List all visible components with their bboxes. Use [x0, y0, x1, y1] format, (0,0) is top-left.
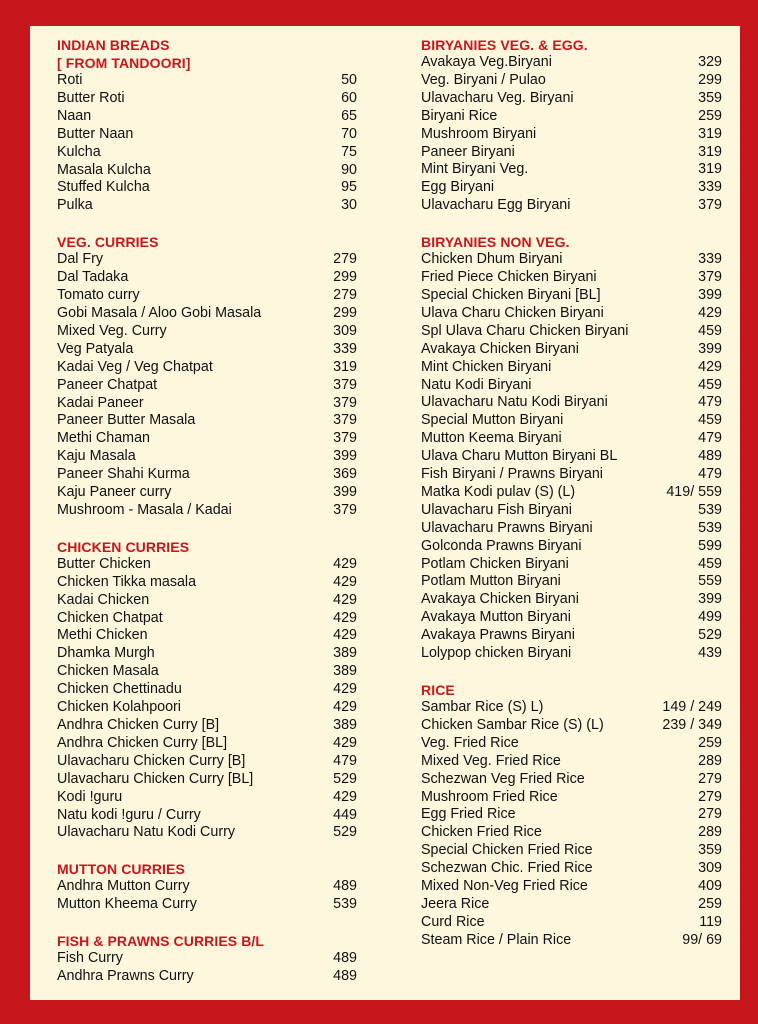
item-price: 429	[333, 573, 357, 590]
item-name: Ulavacharu Natu Kodi Curry	[57, 824, 235, 841]
item-price: 529	[698, 627, 722, 644]
item-price: 489	[333, 878, 357, 895]
item-price: 329	[698, 54, 722, 70]
item-price: 309	[333, 322, 357, 339]
item-name: Methi Chaman	[57, 430, 150, 447]
item-name: Chicken Sambar Rice (S) (L)	[421, 716, 604, 733]
item-name: Jeera Rice	[421, 895, 490, 912]
item-price: 539	[698, 519, 722, 536]
item-price: 339	[698, 251, 722, 268]
menu-item	[421, 90, 722, 108]
item-name: Mint Biryani Veg.	[421, 161, 529, 178]
item-price: 429	[333, 609, 357, 626]
item-name: Veg Patyala	[57, 340, 134, 357]
item-name: Mushroom Biryani	[421, 125, 537, 142]
item-price: 429	[333, 627, 357, 644]
menu-item	[421, 502, 722, 520]
item-name: Chicken Masala	[57, 663, 159, 680]
menu-item	[421, 896, 722, 914]
item-name: Fried Piece Chicken Biryani	[421, 269, 597, 286]
item-price: 149 / 249	[662, 699, 722, 715]
item-price: 50	[341, 72, 357, 88]
item-name: Ulavacharu Prawns Biryani	[421, 519, 593, 536]
item-name: Steam Rice / Plain Rice	[421, 931, 572, 948]
menu-item	[421, 161, 722, 179]
item-name: Naan	[57, 107, 92, 124]
item-price: 379	[333, 376, 357, 393]
item-name: Paneer Shahi Kurma	[57, 466, 190, 483]
item-name: Mutton Kheema Curry	[57, 896, 197, 913]
item-name: Ulavacharu Veg. Biryani	[421, 89, 574, 106]
item-price: 439	[698, 645, 722, 662]
menu-item	[421, 466, 722, 484]
item-price: 399	[333, 484, 357, 501]
item-name: Natu kodi !guru / Curry	[57, 806, 201, 823]
item-name: Avakaya Prawns Biryani	[421, 627, 575, 644]
item-price: 399	[698, 591, 722, 608]
menu-item	[57, 377, 357, 395]
menu-item	[57, 699, 357, 717]
item-name: Special Chicken Biryani [BL]	[421, 286, 601, 303]
menu-item	[421, 394, 722, 412]
item-price: 479	[698, 430, 722, 447]
item-name: Kaju Masala	[57, 448, 136, 465]
menu-item	[57, 269, 357, 287]
item-name: Butter Chicken	[57, 555, 151, 572]
menu-item	[421, 108, 722, 126]
item-name: Veg. Fried Rice	[421, 734, 519, 751]
menu-item	[57, 305, 357, 323]
item-name: Fish Curry	[57, 950, 123, 967]
item-name: Ulavacharu Egg Biryani	[421, 197, 571, 214]
item-name: Dhamka Murgh	[57, 645, 155, 662]
menu-item	[57, 108, 357, 126]
item-price: 389	[333, 645, 357, 662]
item-name: Ulavacharu Chicken Curry [BL]	[57, 770, 254, 787]
item-name: Ulava Charu Mutton Biryani BL	[421, 448, 618, 465]
item-price: 75	[341, 143, 357, 160]
item-name: Curd Rice	[421, 913, 485, 930]
item-name: Ulava Charu Chicken Biryani	[421, 304, 604, 321]
menu-item	[57, 645, 357, 663]
item-name: Lolypop chicken Biryani	[421, 645, 572, 662]
item-name: Roti	[57, 72, 83, 88]
menu-item	[421, 269, 722, 287]
item-name: Ulavacharu Natu Kodi Biryani	[421, 394, 608, 411]
item-name: Egg Fried Rice	[421, 806, 516, 823]
item-name: Gobi Masala / Aloo Gobi Masala	[57, 304, 262, 321]
menu-item	[421, 735, 722, 753]
item-name: Paneer Biryani	[421, 143, 515, 160]
item-name: Paneer Chatpat	[57, 376, 158, 393]
item-price: 499	[698, 609, 722, 626]
menu-item	[57, 197, 357, 215]
menu-item	[57, 323, 357, 341]
menu-item	[421, 126, 722, 144]
item-price: 289	[698, 824, 722, 841]
item-price: 459	[698, 555, 722, 572]
menu-item	[57, 466, 357, 484]
item-name: Natu Kodi Biryani	[421, 376, 532, 393]
item-name: Butter Roti	[57, 89, 125, 106]
item-price: 99/ 69	[682, 931, 722, 948]
item-name: Special Chicken Fried Rice	[421, 842, 593, 859]
menu-item	[57, 592, 357, 610]
item-name: Pulka	[57, 197, 93, 214]
menu-item	[57, 90, 357, 108]
menu-item	[57, 126, 357, 144]
item-price: 479	[333, 752, 357, 769]
item-name: Spl Ulava Charu Chicken Biryani	[421, 322, 629, 339]
item-name: Dal Fry	[57, 251, 104, 268]
menu-item	[421, 717, 722, 735]
menu-item	[57, 681, 357, 699]
item-price: 539	[333, 896, 357, 913]
menu-item	[57, 72, 357, 90]
item-name: Mixed Veg. Curry	[57, 322, 167, 339]
item-price: 319	[698, 161, 722, 178]
menu-item	[57, 341, 357, 359]
menu-item	[57, 359, 357, 377]
menu-item	[421, 538, 722, 556]
menu-item	[421, 323, 722, 341]
menu-item	[57, 627, 357, 645]
item-price: 409	[698, 878, 722, 895]
item-name: Golconda Prawns Biryani	[421, 537, 582, 554]
item-price: 459	[698, 322, 722, 339]
item-price: 359	[698, 842, 722, 859]
item-name: Kadai Veg / Veg Chatpat	[57, 358, 213, 375]
menu-page	[30, 26, 740, 1000]
item-price: 379	[333, 501, 357, 518]
menu-item	[421, 789, 722, 807]
item-price: 95	[341, 179, 357, 196]
item-name: Avakaya Mutton Biryani	[421, 609, 571, 626]
item-price: 429	[698, 304, 722, 321]
item-name: Egg Biryani	[421, 179, 495, 196]
menu-item	[421, 556, 722, 574]
item-name: Mushroom - Masala / Kadai	[57, 501, 232, 518]
menu-item	[421, 699, 722, 717]
menu-item	[57, 251, 357, 269]
menu-item	[57, 824, 357, 842]
item-name: Special Mutton Biryani	[421, 412, 564, 429]
menu-item	[421, 412, 722, 430]
item-price: 379	[333, 394, 357, 411]
menu-item	[57, 968, 357, 986]
menu-item	[57, 448, 357, 466]
item-price: 259	[698, 107, 722, 124]
menu-item	[57, 717, 357, 735]
item-price: 479	[698, 394, 722, 411]
menu-item	[421, 377, 722, 395]
item-price: 70	[341, 125, 357, 142]
section-title: BIRYANIES NON VEG.	[421, 234, 570, 251]
item-price: 259	[698, 895, 722, 912]
menu-item	[421, 645, 722, 663]
item-price: 65	[341, 107, 357, 124]
menu-section	[421, 233, 722, 663]
menu-item	[421, 341, 722, 359]
menu-item	[421, 806, 722, 824]
item-name: Chicken Chatpat	[57, 609, 163, 626]
menu-section	[421, 681, 722, 950]
menu-column-left	[57, 36, 357, 1004]
item-price: 539	[698, 501, 722, 518]
item-name: Kadai Paneer	[57, 394, 144, 411]
item-name: Potlam Mutton Biryani	[421, 573, 561, 590]
menu-item	[57, 574, 357, 592]
item-price: 319	[333, 358, 357, 375]
menu-item	[57, 789, 357, 807]
item-price: 399	[698, 340, 722, 357]
item-price: 449	[333, 806, 357, 823]
item-name: Schezwan Veg Fried Rice	[421, 770, 585, 787]
item-price: 259	[698, 734, 722, 751]
menu-item	[421, 520, 722, 538]
item-price: 429	[698, 358, 722, 375]
menu-item	[421, 878, 722, 896]
section-title: CHICKEN CURRIES	[57, 538, 190, 555]
item-name: Veg. Biryani / Pulao	[421, 71, 546, 88]
item-price: 419/ 559	[666, 483, 722, 500]
item-price: 319	[698, 125, 722, 142]
item-price: 479	[698, 466, 722, 483]
item-name: Kaju Paneer curry	[57, 484, 172, 501]
section-title: VEG. CURRIES	[57, 234, 159, 251]
menu-item	[421, 359, 722, 377]
item-name: Paneer Butter Masala	[57, 412, 196, 429]
menu-item	[421, 627, 722, 645]
item-price: 429	[333, 699, 357, 716]
menu-item	[57, 144, 357, 162]
section-title: RICE	[421, 682, 455, 698]
item-name: Fish Biryani / Prawns Biryani	[421, 466, 603, 483]
menu-item	[57, 395, 357, 413]
menu-item	[57, 556, 357, 574]
menu-section	[57, 932, 357, 986]
menu-item	[421, 753, 722, 771]
menu-item	[57, 753, 357, 771]
menu-item	[421, 144, 722, 162]
item-name: Potlam Chicken Biryani	[421, 555, 569, 572]
menu-item	[57, 807, 357, 825]
section-title: BIRYANIES VEG. & EGG.	[421, 37, 588, 53]
item-price: 279	[698, 806, 722, 823]
item-price: 339	[698, 179, 722, 196]
menu-item	[57, 484, 357, 502]
menu-item	[421, 932, 722, 950]
item-name: Butter Naan	[57, 125, 134, 142]
item-name: Avakaya Chicken Biryani	[421, 340, 579, 357]
menu-item	[57, 287, 357, 305]
item-price: 379	[333, 412, 357, 429]
item-price: 379	[333, 430, 357, 447]
menu-item	[57, 663, 357, 681]
section-title: FISH & PRAWNS CURRIES B/L	[57, 933, 265, 950]
item-price: 459	[698, 376, 722, 393]
item-name: Avakaya Veg.Biryani	[421, 54, 552, 70]
section-title: INDIAN BREADS [ FROM TANDOORI]	[57, 37, 191, 71]
item-price: 369	[333, 466, 357, 483]
item-price: 429	[333, 788, 357, 805]
item-price: 359	[698, 89, 722, 106]
item-name: Andhra Mutton Curry	[57, 878, 190, 895]
item-price: 299	[698, 71, 722, 88]
menu-item	[57, 771, 357, 789]
item-name: Chicken Dhum Biryani	[421, 251, 563, 268]
item-price: 389	[333, 663, 357, 680]
item-price: 489	[333, 968, 357, 985]
item-price: 299	[333, 304, 357, 321]
item-price: 279	[698, 770, 722, 787]
menu-item	[421, 251, 722, 269]
item-price: 309	[698, 860, 722, 877]
item-price: 279	[333, 287, 357, 304]
item-name: Chicken Tikka masala	[57, 573, 197, 590]
menu-item	[421, 179, 722, 197]
menu-item	[421, 54, 722, 72]
menu-item	[421, 591, 722, 609]
section-title: MUTTON CURRIES	[57, 861, 185, 878]
item-name: Avakaya Chicken Biryani	[421, 591, 579, 608]
item-name: Stuffed Kulcha	[57, 179, 150, 196]
item-price: 60	[341, 89, 357, 106]
menu-section	[57, 233, 357, 520]
item-name: Andhra Chicken Curry [BL]	[57, 734, 228, 751]
item-name: Ulavacharu Chicken Curry [B]	[57, 752, 246, 769]
item-name: Biryani Rice	[421, 107, 498, 124]
item-name: Tomato curry	[57, 287, 140, 304]
item-price: 30	[341, 197, 357, 214]
menu-item	[57, 162, 357, 180]
menu-column-right	[421, 36, 722, 968]
item-price: 279	[698, 788, 722, 805]
item-name: Dal Tadaka	[57, 269, 129, 286]
item-name: Kulcha	[57, 143, 101, 160]
item-name: Methi Chicken	[57, 627, 148, 644]
menu-item	[57, 430, 357, 448]
menu-item	[421, 305, 722, 323]
item-price: 119	[699, 913, 722, 930]
item-price: 529	[333, 824, 357, 841]
item-price: 429	[333, 591, 357, 608]
item-name: Chicken Chettinadu	[57, 681, 182, 698]
item-name: Chicken Fried Rice	[421, 824, 542, 841]
item-price: 399	[698, 286, 722, 303]
item-name: Kadai Chicken	[57, 591, 150, 608]
item-price: 599	[698, 537, 722, 554]
menu-item	[421, 914, 722, 932]
menu-item	[421, 573, 722, 591]
menu-item	[57, 610, 357, 628]
menu-item	[421, 448, 722, 466]
item-price: 289	[698, 752, 722, 769]
item-name: Andhra Prawns Curry	[57, 968, 194, 985]
menu-section	[57, 538, 357, 843]
item-price: 389	[333, 717, 357, 733]
item-price: 429	[333, 681, 357, 698]
item-name: Mutton Keema Biryani	[421, 430, 562, 447]
item-price: 489	[698, 448, 722, 465]
menu-section	[57, 860, 357, 914]
item-name: Mint Chicken Biryani	[421, 358, 552, 375]
menu-item	[421, 72, 722, 90]
menu-item	[57, 502, 357, 520]
menu-item	[421, 430, 722, 448]
item-name: Masala Kulcha	[57, 161, 151, 178]
item-name: Chicken Kolahpoori	[57, 699, 181, 716]
menu-item	[421, 197, 722, 215]
menu-item	[421, 287, 722, 305]
item-price: 489	[333, 950, 357, 967]
item-name: Sambar Rice (S) L)	[421, 699, 544, 715]
menu-item	[57, 179, 357, 197]
item-name: Andhra Chicken Curry [B]	[57, 717, 220, 733]
menu-item	[57, 950, 357, 968]
item-name: Mixed Non-Veg Fried Rice	[421, 878, 588, 895]
menu-item	[421, 771, 722, 789]
menu-section	[57, 36, 357, 215]
item-price: 339	[333, 340, 357, 357]
item-price: 529	[333, 770, 357, 787]
menu-item	[421, 609, 722, 627]
item-price: 379	[698, 197, 722, 214]
menu-section	[421, 36, 722, 215]
menu-item	[57, 735, 357, 753]
item-price: 429	[333, 555, 357, 572]
item-price: 279	[333, 251, 357, 268]
menu-item	[421, 484, 722, 502]
item-price: 319	[698, 143, 722, 160]
menu-item	[57, 878, 357, 896]
item-name: Mushroom Fried Rice	[421, 788, 558, 805]
item-price: 459	[698, 412, 722, 429]
item-price: 379	[698, 269, 722, 286]
item-price: 559	[698, 573, 722, 590]
item-price: 299	[333, 269, 357, 286]
item-name: Schezwan Chic. Fried Rice	[421, 860, 593, 877]
item-price: 399	[333, 448, 357, 465]
item-name: Matka Kodi pulav (S) (L)	[421, 483, 576, 500]
menu-item	[421, 842, 722, 860]
item-price: 429	[333, 734, 357, 751]
menu-item	[57, 896, 357, 914]
item-name: Ulavacharu Fish Biryani	[421, 501, 572, 518]
item-name: Kodi !guru	[57, 788, 123, 805]
menu-item	[421, 824, 722, 842]
item-price: 239 / 349	[662, 716, 722, 733]
menu-item	[421, 860, 722, 878]
item-price: 90	[341, 161, 357, 178]
item-name: Mixed Veg. Fried Rice	[421, 752, 561, 769]
menu-item	[57, 412, 357, 430]
